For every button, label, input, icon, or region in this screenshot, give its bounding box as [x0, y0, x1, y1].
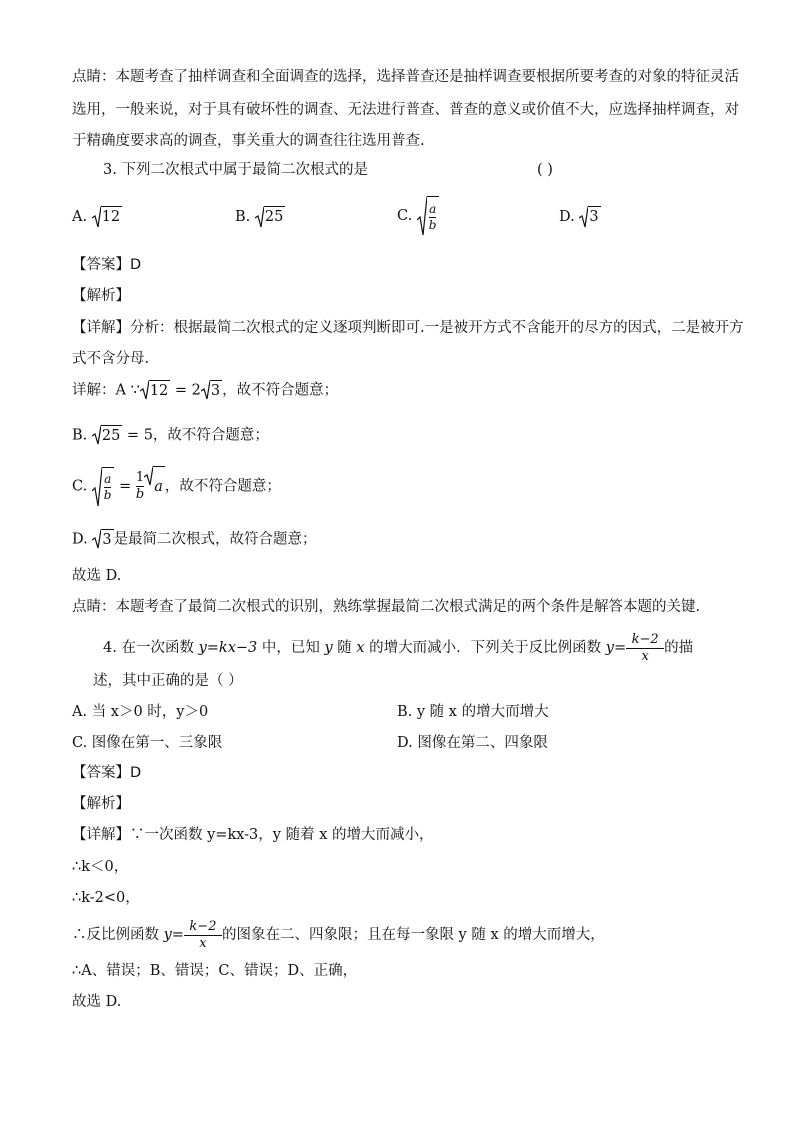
solution-text: = — [114, 478, 136, 495]
option-a: A. 当 x＞0 时，y＞0 — [72, 704, 209, 720]
solution-text: ，故不符合题意； — [164, 478, 281, 495]
sqrt-expression — [92, 206, 122, 228]
solution-a — [72, 380, 338, 401]
denominator: b — [103, 488, 112, 502]
detail-line — [72, 915, 605, 955]
solution-text: C. — [72, 478, 88, 495]
solution-d — [72, 529, 317, 550]
answer-paren: ( ) — [537, 162, 553, 178]
numerator: k−2 — [189, 918, 217, 934]
function-expression: y=kx−3 — [198, 640, 258, 656]
question-3-stem: 3. 下列二次根式中属于最简二次根式的是 — [103, 162, 368, 178]
pointer-text-line: 于精确度要求高的调查，事关重大的调查往往选用普查. — [72, 133, 425, 149]
radicand-fraction — [102, 467, 115, 507]
detail-text: 的图象在二、四象限；且在每一象限 y 随 x 的增大而增大， — [221, 927, 605, 943]
denominator: x — [199, 935, 207, 951]
radical-sign-icon — [417, 196, 427, 236]
variable: x — [356, 640, 365, 656]
detail-line: 【详解】分析：根据最简二次根式的定义逐项判断即可.一是被开方式不含能开的尽方的因式，二是被开方 — [72, 320, 744, 336]
radicand: 3 — [101, 529, 113, 550]
solution-text: ，故不符合题意； — [222, 382, 339, 399]
stem-text: 中，已知 — [257, 640, 325, 656]
radicand: 12 — [101, 206, 122, 228]
option-b: B. y 随 x 的增大而增大 — [397, 704, 549, 720]
numerator: k−2 — [631, 631, 659, 647]
numerator: 1 — [135, 470, 145, 485]
radical-sign-icon — [92, 467, 102, 507]
choose-line: 故选 D. — [72, 568, 122, 584]
detail-line: 式不含分母. — [72, 351, 150, 367]
pointer-text-line: 点睛：本题考查了抽样调查和全面调查的选择，选择普查还是抽样调查要根据所要考查的对象的特征灵活 — [72, 69, 739, 85]
option-label: C. — [397, 208, 413, 224]
solution-text: B. — [72, 427, 88, 444]
radical-sign-icon — [579, 206, 588, 228]
radicand: 25 — [101, 425, 122, 446]
radicand: 12 — [149, 380, 170, 401]
option-label: D. — [559, 209, 575, 225]
pointer-text-line: 点睛：本题考查了最简二次根式的识别，熟练掌握最简二次根式满足的两个条件是解答本题的关键. — [72, 599, 701, 615]
variable: y — [324, 640, 333, 656]
radicand: a — [153, 466, 165, 507]
solution-c — [72, 466, 281, 507]
detail-line: ∴A、错误；B、错误；C、错误；D、正确， — [72, 963, 358, 979]
solution-b — [72, 425, 269, 446]
sqrt-expression — [579, 206, 600, 228]
radicand: 25 — [264, 206, 285, 228]
detail-line: ∴k-2<0， — [72, 890, 140, 906]
option-d — [559, 206, 601, 228]
radicand: 3 — [588, 206, 600, 228]
sqrt-fraction — [92, 467, 115, 507]
pointer-text-line: 选用，一般来说，对于具有破坏性的调查、无法进行普查、普查的意义或价值不大，应选择抽样调查，对 — [72, 102, 739, 118]
radical-sign-icon — [144, 466, 153, 486]
radical-sign-icon — [92, 206, 101, 228]
denominator: b — [135, 487, 145, 502]
radicand-fraction — [427, 196, 440, 236]
radical-sign-icon — [140, 380, 149, 400]
option-b — [235, 206, 285, 228]
solution-text: ，故不符合题意； — [152, 427, 269, 444]
analysis-tag: 【解析】 — [72, 796, 130, 812]
stem-text: 的增大而减小．下列关于反比例函数 — [364, 640, 606, 656]
stem-text: 的描 — [664, 640, 694, 656]
question-4-stem — [103, 628, 693, 668]
choose-line: 故选 D. — [72, 994, 122, 1010]
sqrt-expression — [144, 466, 165, 507]
question-4-stem-line2: 述，其中正确的是（ ） — [93, 673, 243, 689]
solution-text: 是最简二次根式，故符合题意； — [113, 531, 317, 548]
sqrt-expression — [140, 380, 170, 401]
radical-sign-icon — [255, 206, 264, 228]
stem-text: 随 — [332, 640, 357, 656]
numerator: a — [104, 472, 112, 486]
detail-line: ∴k＜0， — [72, 859, 129, 875]
radicand: 3 — [210, 380, 222, 401]
option-label: A. — [72, 209, 88, 225]
radical-sign-icon — [92, 529, 101, 549]
sqrt-expression — [92, 529, 113, 550]
solution-text: D. — [72, 531, 88, 548]
answer-line — [72, 763, 141, 783]
answer-tag: 【答案】 — [72, 257, 130, 273]
sqrt-expression — [255, 206, 285, 228]
function-expression: y= — [163, 927, 184, 943]
solution-text: = 2 — [170, 382, 201, 399]
option-a — [72, 206, 122, 228]
function-expression: y= — [605, 640, 627, 656]
option-c — [397, 196, 439, 236]
option-c: C. 图像在第一、三象限 — [72, 735, 223, 751]
denominator: x — [641, 648, 649, 664]
sqrt-expression — [201, 380, 222, 401]
denominator: b — [428, 217, 437, 232]
solution-text: 详解：A ∵ — [72, 382, 140, 399]
answer-tag: 【答案】 — [72, 765, 130, 781]
numerator: a — [429, 201, 437, 216]
fraction — [136, 471, 144, 502]
radical-sign-icon — [92, 425, 101, 445]
detail-text: ∴反比例函数 — [72, 927, 164, 943]
answer-value: D — [130, 257, 142, 273]
sqrt-fraction — [417, 196, 440, 236]
solution-text: = 5 — [122, 427, 153, 444]
fraction — [184, 920, 222, 951]
radical-sign-icon — [201, 380, 210, 400]
stem-text: 4. 在一次函数 — [103, 640, 199, 656]
option-d: D. 图像在第二、四象限 — [397, 735, 548, 751]
analysis-tag: 【解析】 — [72, 288, 130, 304]
answer-line — [72, 255, 141, 275]
fraction — [626, 633, 664, 664]
answer-value: D — [130, 765, 142, 781]
sqrt-expression — [92, 425, 122, 446]
detail-line: 【详解】∵一次函数 y=kx-3，y 随着 x 的增大而减小， — [72, 827, 434, 843]
option-label: B. — [235, 209, 251, 225]
